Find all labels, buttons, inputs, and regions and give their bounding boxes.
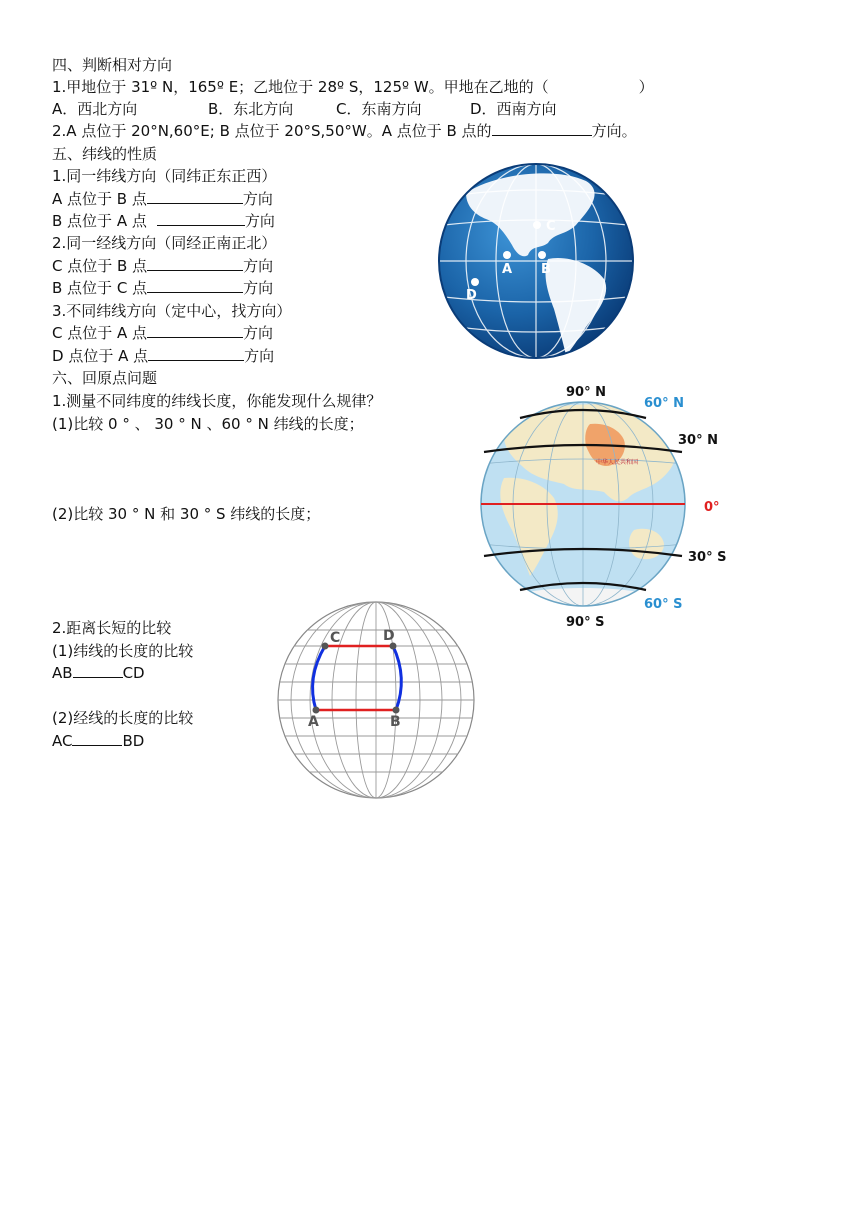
answer-blank[interactable] — [73, 663, 123, 678]
latitude-globe-figure — [478, 380, 734, 628]
section-6-title: 六、回原点问题 — [52, 369, 158, 387]
answer-blank[interactable] — [147, 278, 243, 293]
direction-word: 方向 — [244, 347, 275, 365]
label-30n: 30° N — [678, 433, 718, 448]
line-d-a — [52, 346, 274, 366]
label-60s: 60° S — [644, 597, 683, 612]
line-c-a-text: C 点位于 A 点 — [52, 324, 148, 342]
question-6-1-1: (1)比较 0 ° 、 30 ° N 、60 ° N 纬线的长度； — [52, 415, 364, 433]
point-c-marker — [533, 221, 541, 229]
direction-word: 方向 — [243, 257, 274, 275]
line-ab-cd — [52, 663, 145, 683]
question-6-2: 2.距离长短的比较 — [52, 619, 172, 637]
americas-globe-figure — [436, 163, 636, 359]
question-4-1-options — [52, 99, 557, 119]
option-b: B．东北方向 — [208, 100, 294, 118]
subsection-5-1: 1.同一纬线方向（同纬正东正西） — [52, 167, 277, 185]
section-5-title: 五、纬线的性质 — [52, 145, 158, 163]
globe-label-d: D — [466, 288, 477, 303]
label-90s: 90° S — [566, 615, 605, 628]
grid-globe-figure — [276, 598, 476, 803]
question-6-1-2: (2)比较 30 ° N 和 30 ° S 纬线的长度； — [52, 505, 321, 523]
globe-label-c: C — [546, 219, 556, 234]
label-60n: 60° N — [644, 396, 684, 411]
label-bd: BD — [122, 732, 145, 750]
globe-label-b: B — [541, 262, 551, 277]
answer-blank[interactable] — [147, 189, 243, 204]
section-4-title: 四、判断相对方向 — [52, 56, 173, 74]
line-d-a-text: D 点位于 A 点 — [52, 347, 149, 365]
answer-blank[interactable] — [492, 121, 592, 136]
answer-blank[interactable] — [147, 323, 243, 338]
grid-label-a: A — [308, 714, 319, 730]
line-b-c-text: B 点位于 C 点 — [52, 279, 148, 297]
answer-blank[interactable] — [148, 346, 244, 361]
line-b-a-text: B 点位于 A 点 — [52, 212, 147, 230]
line-a-b — [52, 189, 273, 209]
question-4-2-text: 2.A 点位于 20°N,60°E; B 点位于 20°S,50°W。A 点位于 B 点的 — [52, 122, 492, 140]
line-b-c — [52, 278, 273, 298]
label-ab: AB — [52, 664, 73, 682]
answer-blank[interactable] — [157, 211, 245, 226]
label-equator: 0° — [704, 500, 720, 515]
option-d: D．西南方向 — [470, 100, 557, 118]
question-4-1: 1.甲地位于 31º N，165º E；乙地位于 28º S，125º W。甲地在乙地的（ ） — [52, 78, 654, 96]
answer-blank[interactable] — [147, 256, 243, 271]
label-ac: AC — [52, 732, 73, 750]
question-6-2-1: (1)纬线的长度的比较 — [52, 642, 194, 660]
grid-label-d: D — [383, 628, 395, 644]
question-6-1: 1.测量不同纬度的纬线长度，你能发现什么规律？ — [52, 392, 382, 410]
label-cd: CD — [122, 664, 145, 682]
question-4-2 — [52, 121, 637, 141]
direction-word: 方向 — [243, 279, 274, 297]
option-c: C．东南方向 — [336, 100, 422, 118]
label-90n: 90° N — [566, 385, 606, 400]
subsection-5-3: 3.不同纬线方向（定中心，找方向） — [52, 302, 292, 320]
line-c-b — [52, 256, 273, 276]
point-d-marker — [471, 278, 479, 286]
direction-word: 方向 — [244, 212, 275, 230]
direction-word: 方向 — [242, 190, 273, 208]
line-b-a — [52, 211, 275, 231]
point-a-marker — [503, 251, 511, 259]
line-ac-bd — [52, 731, 144, 751]
question-6-2-2: (2)经线的长度的比较 — [52, 709, 194, 727]
question-4-2-suffix: 方向。 — [591, 122, 637, 140]
globe-label-a: A — [502, 262, 513, 277]
point-b-marker — [538, 251, 546, 259]
grid-label-b: B — [390, 714, 401, 730]
answer-blank[interactable] — [72, 731, 122, 746]
line-c-a — [52, 323, 273, 343]
option-a: A．西北方向 — [52, 100, 138, 118]
line-c-b-text: C 点位于 B 点 — [52, 257, 148, 275]
direction-word: 方向 — [243, 324, 274, 342]
label-30s: 30° S — [688, 550, 727, 565]
china-label: 中华人民共和国 — [596, 459, 639, 466]
line-a-b-text: A 点位于 B 点 — [52, 190, 147, 208]
grid-label-c: C — [330, 630, 341, 646]
subsection-5-2: 2.同一经线方向（同经正南正北） — [52, 234, 277, 252]
